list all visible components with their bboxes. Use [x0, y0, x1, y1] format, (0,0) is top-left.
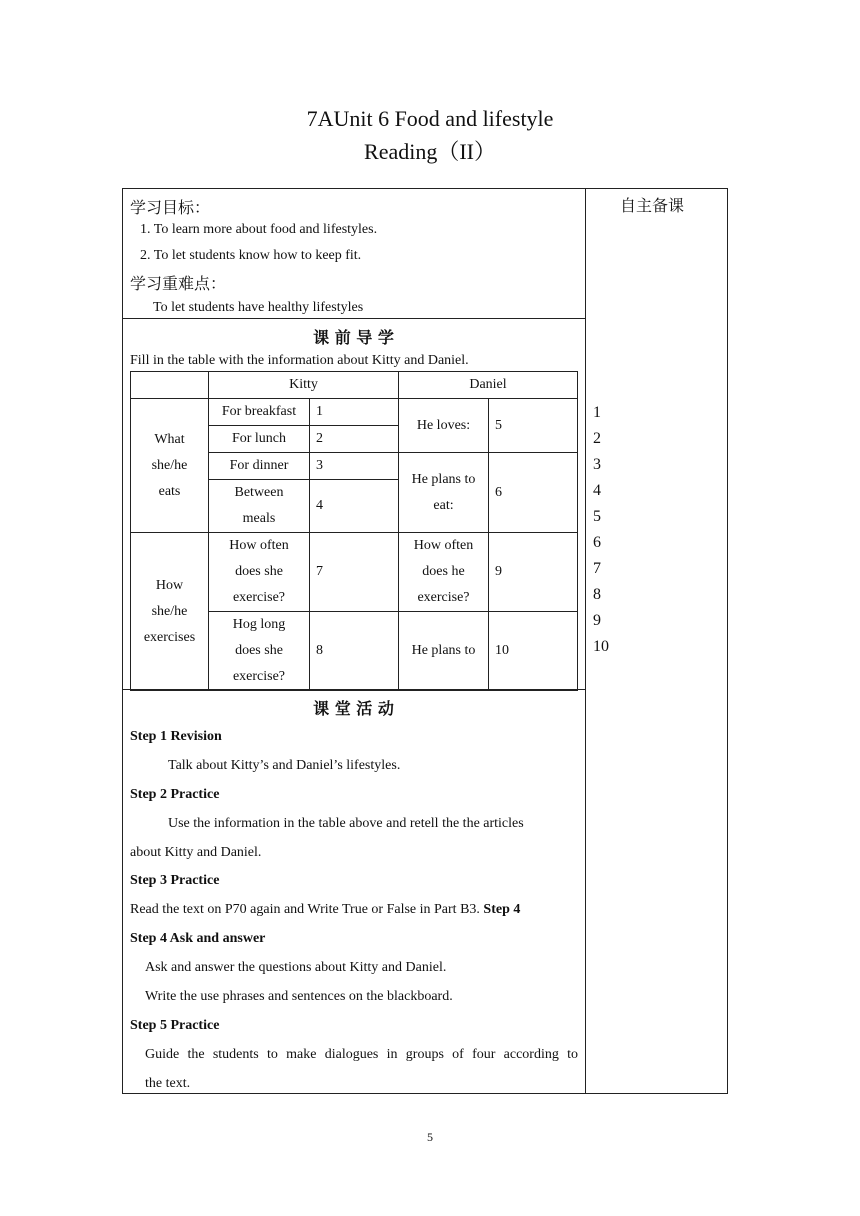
cell-lunch: For lunch	[209, 426, 310, 453]
cell-dinner: For dinner	[209, 453, 310, 480]
step2-text-line1: Use the information in the table above and retell the the articles	[168, 816, 524, 831]
step3-line	[130, 902, 520, 918]
answer-3: 3	[310, 453, 399, 480]
side-number: 6	[593, 534, 601, 551]
objective-item-2: 2. To let students know how to keep fit.	[140, 248, 362, 263]
step5-text-line2: the text.	[145, 1076, 191, 1091]
row-label-exercises: How she/he exercises	[131, 533, 209, 691]
preview-instruction: Fill in the table with the information about Kitty and Daniel.	[130, 353, 469, 368]
side-number: 10	[593, 638, 609, 655]
step4-text-line2: Write the use phrases and sentences on the blackboard.	[145, 989, 453, 1004]
answer-6: 6	[489, 453, 578, 533]
objective-item-1: 1. To learn more about food and lifestyles.	[140, 222, 378, 237]
side-number: 7	[593, 560, 601, 577]
step1-text: Talk about Kitty’s and Daniel’s lifestyles.	[168, 758, 401, 773]
cell-how-often-he: How often does he exercise?	[399, 533, 489, 612]
cell-how-long-she: Hog long does she exercise?	[209, 612, 310, 691]
header-kitty: Kitty	[209, 372, 399, 399]
focus-text: To let students have healthy lifestyles	[153, 300, 364, 315]
step3-text: Read the text on P70 again and Write True or False in Part B3.	[130, 902, 480, 917]
side-number: 8	[593, 586, 601, 603]
answer-5: 5	[489, 399, 578, 453]
step2-text-line2: about Kitty and Daniel.	[130, 845, 262, 860]
header-daniel: Daniel	[399, 372, 578, 399]
cell-breakfast: For breakfast	[209, 399, 310, 426]
objectives-heading: 学习目标：	[130, 198, 211, 217]
answer-1: 1	[310, 399, 399, 426]
document-title: 7AUnit 6 Food and lifestyle	[306, 106, 554, 131]
cell-he-plans-eat: He plans to eat:	[399, 453, 489, 533]
side-header: 自主备课	[620, 196, 685, 215]
cell-between-meals: Between meals	[209, 480, 310, 533]
cell-he-loves: He loves:	[399, 399, 489, 453]
side-number: 9	[593, 612, 601, 629]
document-subtitle: Reading（II）	[364, 139, 496, 164]
preview-heading: 课 前 导 学	[313, 328, 394, 347]
side-number: 2	[593, 430, 601, 447]
column-divider	[585, 188, 586, 1094]
kitty-daniel-table	[130, 371, 578, 691]
step5-title: Step 5 Practice	[130, 1018, 220, 1033]
answer-2: 2	[310, 426, 399, 453]
cell-he-plans-to: He plans to	[399, 612, 489, 691]
step3-title: Step 3 Practice	[130, 873, 220, 888]
answer-8: 8	[310, 612, 399, 691]
step1-title: Step 1 Revision	[130, 729, 222, 744]
side-number: 1	[593, 404, 601, 421]
row-label-eats: What she/he eats	[131, 399, 209, 533]
step3-tail: Step 4	[483, 902, 521, 917]
step2-title: Step 2 Practice	[130, 787, 220, 802]
side-number: 3	[593, 456, 601, 473]
page-number: 5	[427, 1130, 433, 1144]
header-empty-cell	[131, 372, 209, 399]
focus-heading: 学习重难点：	[130, 274, 227, 293]
activities-heading: 课 堂 活 动	[313, 699, 394, 718]
answer-4: 4	[310, 480, 399, 533]
step4-title: Step 4 Ask and answer	[130, 931, 266, 946]
step5-text-line1: Guide the students to make dialogues in groups of four according to	[145, 1047, 578, 1062]
answer-10: 10	[489, 612, 578, 691]
side-number-list	[593, 400, 609, 660]
section-divider-1	[122, 318, 585, 319]
side-number: 4	[593, 482, 601, 499]
answer-9: 9	[489, 533, 578, 612]
answer-7: 7	[310, 533, 399, 612]
side-number: 5	[593, 508, 601, 525]
cell-how-often-she: How often does she exercise?	[209, 533, 310, 612]
step4-text-line1: Ask and answer the questions about Kitty and Daniel.	[145, 960, 447, 975]
